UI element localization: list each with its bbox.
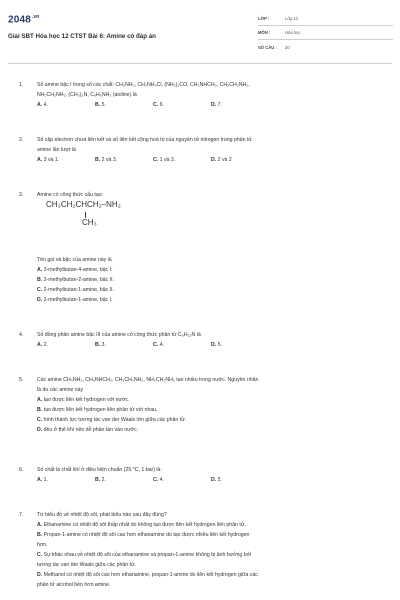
option-b[interactable]: B. 2 và 3. [95, 157, 118, 163]
meta-divider [258, 25, 393, 26]
option-b[interactable]: B. tạo được liên kết hydrogen liên phân tử với nhau. [37, 407, 158, 413]
question-number: 5. [19, 377, 24, 383]
option-d[interactable]: D. 5. [211, 342, 222, 348]
meta-count [258, 45, 393, 55]
header-divider [8, 63, 392, 64]
question-number: 3. [19, 192, 24, 198]
meta-key: SỐ CÂU : [258, 45, 277, 50]
option-a[interactable]: A. 2. [37, 342, 48, 348]
logo-tld: .vn [32, 14, 40, 20]
page-title: Giải SBT Hóa học 12 CTST Bài 6: Amine có đáp án [8, 33, 156, 40]
question-line: Số chất là chất khí ở điều kiện chuẩn (25 °C, 1 bar) là: [37, 467, 162, 473]
option-c[interactable]: C. 1 và 3. [153, 157, 176, 163]
option-b[interactable]: B. 5. [95, 102, 106, 108]
question-number: 4. [19, 332, 24, 338]
option-c-cont: tương tác van der Waals giữa các phân tử. [37, 562, 136, 568]
question-line: là do các amine này [37, 387, 84, 393]
meta-value: 20 [285, 45, 290, 50]
option-b[interactable]: B. 2-methylbutan-2-amine, bậc II. [37, 277, 114, 283]
meta-value: Hóa học [285, 30, 301, 35]
answer-options [37, 340, 385, 350]
question-line: NH₂CH₂NH₂, (CH₃)₃N, C₆H₅NH₂ (aniline) là [37, 92, 137, 98]
answer-options [37, 475, 385, 485]
option-c[interactable]: C. 2-methylbutan-1-amine, bậc II. [37, 287, 114, 293]
option-a[interactable]: A. 1. [37, 477, 48, 483]
option-b[interactable]: B. 3. [95, 342, 106, 348]
option-d[interactable]: D. 5. [211, 477, 222, 483]
question-line: Tên gọi và bậc của amine này là [37, 257, 112, 263]
logo-number: 2048 [8, 14, 32, 26]
answer-options [37, 155, 385, 165]
option-b[interactable]: B. Propan-1-amine có nhiệt độ sôi cao hơn ethanamine do tạo được nhiều liên kết hydrogen [37, 532, 250, 538]
question-line: Từ biểu đồ về nhiệt độ sôi, phát biểu nào sau đây đúng? [37, 512, 167, 518]
question-line: Số amine bậc I trong số các chất: CH₃NH₂, CH₃NH₃Cl, (NH₂)₂CO, CH₃NHCH₃, CH₃CH₂NH₂, [37, 82, 250, 88]
site-logo[interactable] [8, 14, 39, 25]
option-d-cont: phân tử alcohol bền hơn amine. [37, 582, 111, 588]
question-line: Các amine CH₃NH₂, CH₃NHCH₃, CH₃CH₂NH₂, NH₂CH₂NH₂ tan nhiều trong nước. Nguyên nhân [37, 377, 259, 383]
option-d[interactable]: D. 2 và 2 [211, 157, 232, 163]
answer-options [37, 100, 385, 110]
option-a[interactable]: A. 3 và 1. [37, 157, 60, 163]
question-number: 1. [19, 82, 24, 88]
meta-key: MÔN : [258, 30, 271, 35]
option-a[interactable]: A. tạo được liên kết hydrogen với nước. [37, 397, 130, 403]
meta-grade [258, 16, 393, 26]
meta-divider [258, 39, 393, 40]
option-d[interactable]: D. 7. [211, 102, 222, 108]
option-d[interactable]: D. đều ở thể khí nên dễ phân tán vào nước. [37, 427, 139, 433]
question-line: Số cặp electron chưa liên kết và số liên kết cộng hoá trị của nguyên tử nitrogen trong phân tử [37, 137, 252, 143]
option-b[interactable]: B. 2. [95, 477, 106, 483]
option-c[interactable]: C. 6. [153, 102, 164, 108]
option-a[interactable]: A. Ethanamine có nhiệt độ sôi thấp nhất do không tạo được liên kết hydrogen liên phân tử. [37, 522, 246, 528]
option-b-cont: hơn. [37, 542, 48, 548]
option-c[interactable]: C. 4. [153, 477, 164, 483]
option-c[interactable]: C. Sự khác nhau về nhiệt độ sôi của ethanamine và propan-1-amine không bị ảnh hưởng bởi [37, 552, 252, 558]
meta-key: LỚP : [258, 16, 270, 21]
question-number: 7. [19, 512, 24, 518]
option-c[interactable]: C. 4. [153, 342, 164, 348]
meta-subject [258, 30, 393, 40]
question-line: Amine có công thức cấu tạo: [37, 192, 104, 198]
option-a[interactable]: A. 3-methylbutan-4-amine, bậc I. [37, 267, 113, 273]
option-d[interactable]: D. 2-methylbutan-1-amine, bậc I. [37, 297, 113, 303]
page-header [0, 0, 400, 66]
option-d[interactable]: D. Methanol có nhiệt độ sôi cao hơn ethanamine, propan-1-amine do liên kết hydrogen giữa các [37, 572, 258, 578]
meta-value: Lớp 12 [285, 16, 299, 21]
question-number: 6. [19, 467, 24, 473]
formula-branch: CH₃ [82, 218, 97, 227]
question-number: 2. [19, 137, 24, 143]
question-line: amine lần lượt là [37, 147, 76, 153]
option-a[interactable]: A. 4. [37, 102, 48, 108]
formula-main-chain: CH₃CH₂CHCH₂–NH₂ [46, 200, 121, 209]
option-c[interactable]: C. hình thành lực tương tác van der Waals lớn giữa các phân tử. [37, 417, 187, 423]
question-line: Số đồng phân amine bậc III của amine có công thức phân tử C₅H₁₃N là [37, 332, 201, 338]
